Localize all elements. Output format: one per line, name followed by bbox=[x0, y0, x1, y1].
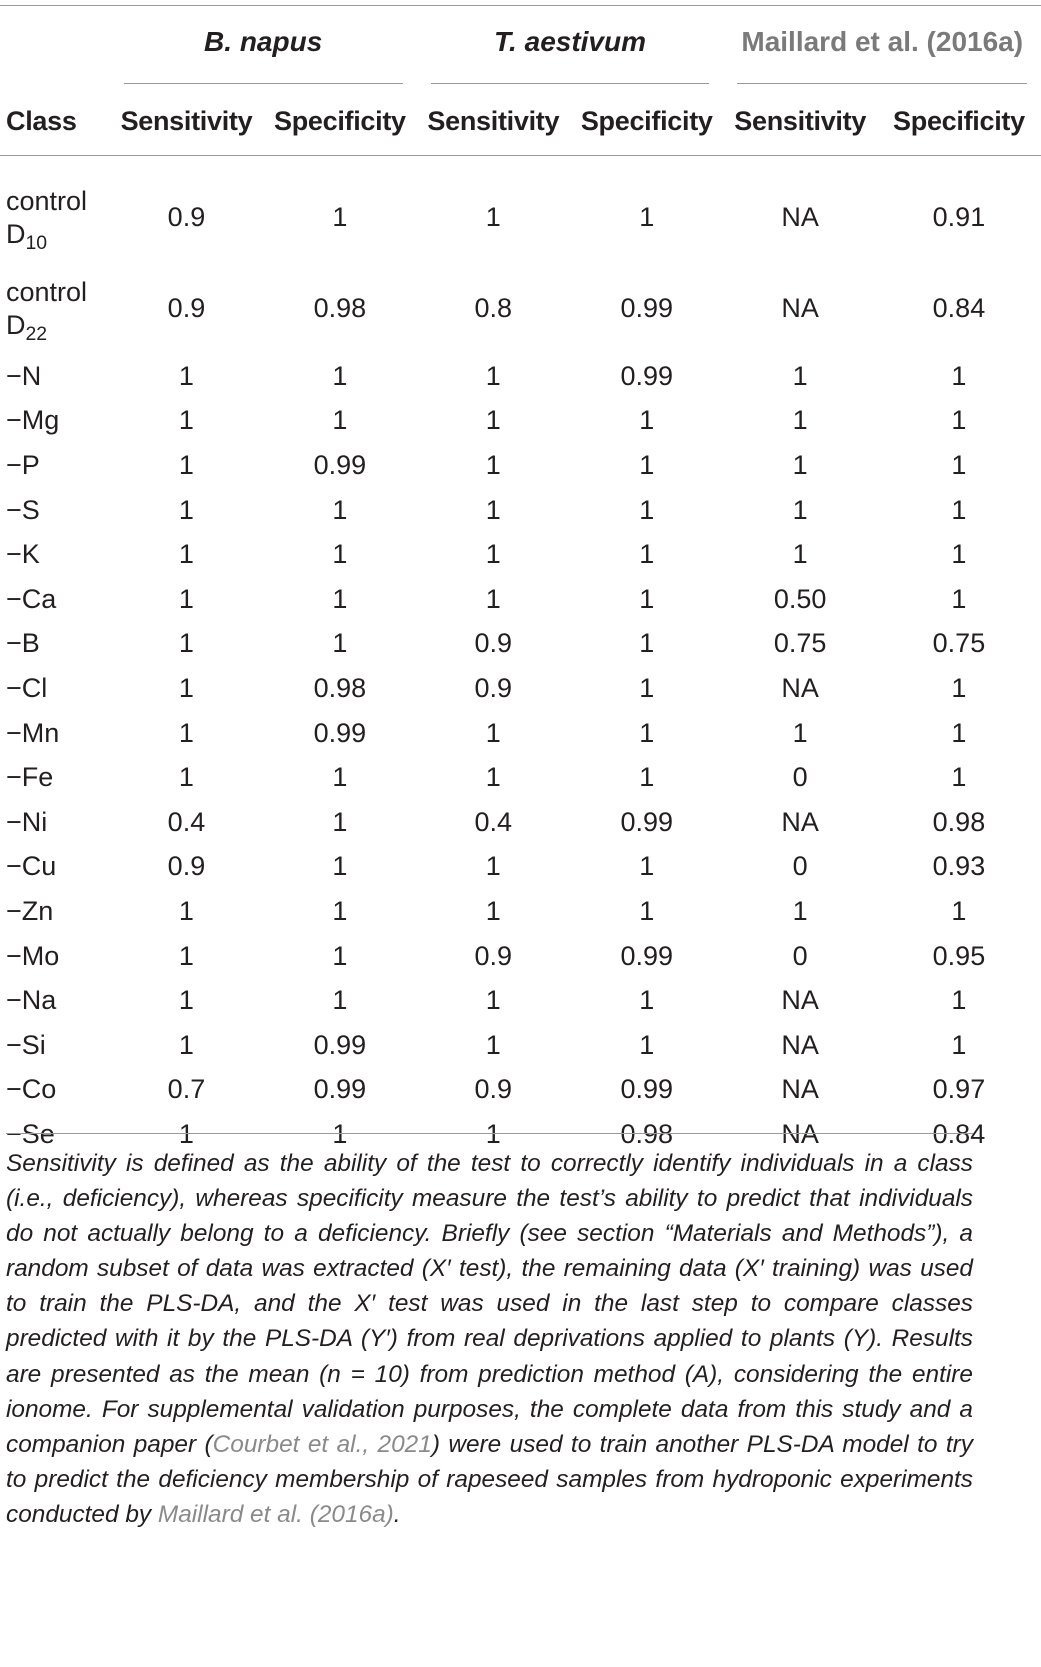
value-cell: NA bbox=[781, 985, 819, 1016]
row-class-label: control $D_{10}$ bbox=[6, 186, 88, 254]
table-row bbox=[0, 577, 1041, 622]
row-class-label: −Cu bbox=[6, 851, 57, 882]
value-cell: 1 bbox=[178, 985, 194, 1016]
table-row bbox=[0, 399, 1041, 444]
row-class-label: −N bbox=[6, 360, 42, 391]
value-cell: 0.9 bbox=[474, 672, 513, 703]
value-cell: 1 bbox=[332, 851, 348, 882]
value-cell: 0.9 bbox=[474, 940, 513, 971]
value-cell: 1 bbox=[639, 851, 655, 882]
row-class-label: −P bbox=[6, 449, 40, 480]
table-row bbox=[0, 354, 1041, 399]
citation-link[interactable]: Courbet et al., 2021 bbox=[212, 1430, 432, 1458]
value-cell: 1 bbox=[639, 583, 655, 614]
value-cell: 0.84 bbox=[932, 1118, 986, 1149]
row-class-label: −Ca bbox=[6, 583, 57, 614]
header-specificity: Specificity bbox=[877, 88, 1041, 156]
group-rule bbox=[737, 83, 1027, 84]
value-cell: NA bbox=[781, 1074, 819, 1105]
group-b-napus: B. napus bbox=[204, 26, 323, 57]
value-cell: 0.9 bbox=[474, 628, 513, 659]
value-cell: 0.98 bbox=[313, 293, 367, 323]
value-cell: 1 bbox=[485, 717, 501, 748]
value-cell: 1 bbox=[951, 449, 967, 480]
value-cell: 1 bbox=[639, 494, 655, 525]
table-row bbox=[0, 666, 1041, 711]
value-cell: 1 bbox=[178, 539, 194, 570]
value-cell: 1 bbox=[951, 539, 967, 570]
table-row bbox=[0, 889, 1041, 934]
value-cell: 1 bbox=[332, 940, 348, 971]
footnote-text: . bbox=[393, 1500, 401, 1528]
value-cell: 1 bbox=[485, 449, 501, 480]
value-cell: 0.97 bbox=[932, 1074, 986, 1105]
group-t-aestivum: T. aestivum bbox=[494, 26, 647, 57]
value-cell: 0.7 bbox=[167, 1074, 206, 1105]
value-cell: 0.98 bbox=[620, 1118, 674, 1149]
value-cell: 1 bbox=[485, 895, 501, 926]
table-row bbox=[0, 711, 1041, 756]
value-cell: 0.9 bbox=[167, 851, 206, 882]
group-rule bbox=[124, 83, 403, 84]
value-cell: NA bbox=[781, 806, 819, 837]
value-cell: 0.93 bbox=[932, 851, 986, 882]
value-cell: 1 bbox=[639, 449, 655, 480]
value-cell: 0 bbox=[792, 940, 808, 971]
value-cell: 1 bbox=[792, 494, 808, 525]
value-cell: 0.99 bbox=[620, 806, 674, 837]
value-cell: 1 bbox=[332, 405, 348, 436]
value-cell: 0.8 bbox=[474, 293, 513, 323]
value-cell: NA bbox=[781, 293, 819, 323]
value-cell: 1 bbox=[332, 539, 348, 570]
value-cell: 1 bbox=[485, 851, 501, 882]
value-cell: 1 bbox=[485, 539, 501, 570]
value-cell: 1 bbox=[485, 1029, 501, 1060]
value-cell: 1 bbox=[639, 762, 655, 793]
row-class-label: −Cl bbox=[6, 672, 48, 703]
footnote-text: Sensitivity is defined as the ability of the test to correctly identify individuals in a class (i.e., deficiency), whereas specificity measure the test’s ability to predict that individuals do not actually belong to a deficiency. Briefly (see section “Materials and Methods”), a random subset of data was extracted (X′ test), the remaining data (X′ training) was used to train the PLS-DA, and the X′ test was used in the last step to compare classes predicted with it by the PLS-DA (Y′) from real deprivations applied to plants (Y). Results are presented as the mean (n = 10) from prediction method (A), considering the entire ionome. For supplemental validation purposes, the complete data from this study and a companion paper ( bbox=[6, 1150, 973, 1458]
value-cell: 1 bbox=[178, 1118, 194, 1149]
value-cell: 1 bbox=[792, 360, 808, 391]
value-cell: 1 bbox=[951, 717, 967, 748]
value-cell: 0.99 bbox=[313, 1074, 367, 1105]
value-cell: 1 bbox=[332, 628, 348, 659]
value-cell: 1 bbox=[332, 895, 348, 926]
value-cell: 1 bbox=[485, 494, 501, 525]
value-cell: 1 bbox=[639, 405, 655, 436]
value-cell: 1 bbox=[485, 405, 501, 436]
value-cell: 1 bbox=[178, 717, 194, 748]
day-subscript: 10 bbox=[25, 231, 48, 254]
table-row bbox=[0, 263, 1041, 354]
table-row bbox=[0, 443, 1041, 488]
header-sensitivity: Sensitivity bbox=[110, 88, 263, 156]
row-class-label: −Mo bbox=[6, 940, 60, 971]
header-sensitivity: Sensitivity bbox=[417, 88, 570, 156]
value-cell: 1 bbox=[792, 405, 808, 436]
value-cell: 0.99 bbox=[620, 940, 674, 971]
value-cell: 1 bbox=[332, 583, 348, 614]
value-cell: 1 bbox=[951, 1029, 967, 1060]
value-cell: 1 bbox=[639, 717, 655, 748]
results-table bbox=[0, 6, 1041, 1157]
row-class-label: −Zn bbox=[6, 895, 54, 926]
value-cell: 1 bbox=[178, 762, 194, 793]
value-cell: 0 bbox=[792, 762, 808, 793]
value-cell: 1 bbox=[178, 628, 194, 659]
value-cell: 1 bbox=[332, 806, 348, 837]
value-cell: 0.99 bbox=[313, 1029, 367, 1060]
value-cell: 1 bbox=[639, 895, 655, 926]
empty-cell bbox=[0, 6, 110, 78]
table-footnote bbox=[6, 1133, 973, 1532]
value-cell: 1 bbox=[332, 360, 348, 391]
header-sensitivity: Sensitivity bbox=[723, 88, 876, 156]
row-class-label: −Mn bbox=[6, 717, 60, 748]
value-cell: 1 bbox=[951, 360, 967, 391]
row-class-label: −K bbox=[6, 539, 40, 570]
value-cell: 1 bbox=[639, 672, 655, 703]
row-class-label: −Si bbox=[6, 1029, 46, 1060]
value-cell: 0.9 bbox=[474, 1074, 513, 1105]
row-class-label: −B bbox=[6, 628, 40, 659]
value-cell: 1 bbox=[951, 985, 967, 1016]
header-specificity: Specificity bbox=[263, 88, 416, 156]
value-cell: 1 bbox=[951, 405, 967, 436]
value-cell: 1 bbox=[792, 539, 808, 570]
citation-link[interactable]: Maillard et al. (2016a) bbox=[157, 1500, 394, 1528]
group-maillard: Maillard et al. (2016a) bbox=[741, 26, 1024, 57]
value-cell: 1 bbox=[485, 1118, 501, 1149]
value-cell: 0.84 bbox=[932, 293, 986, 323]
column-header-row bbox=[0, 88, 1041, 156]
table-row bbox=[0, 532, 1041, 577]
row-class-label: −Co bbox=[6, 1074, 57, 1105]
value-cell: 0.99 bbox=[620, 1074, 674, 1105]
day-subscript: 22 bbox=[25, 322, 48, 345]
table-row bbox=[0, 622, 1041, 667]
value-cell: NA bbox=[781, 672, 819, 703]
row-class-label: −S bbox=[6, 494, 40, 525]
group-rule-row bbox=[0, 78, 1041, 88]
header-specificity: Specificity bbox=[570, 88, 723, 156]
value-cell: 0.9 bbox=[167, 202, 206, 232]
value-cell: 1 bbox=[639, 202, 655, 232]
value-cell: 1 bbox=[639, 539, 655, 570]
value-cell: 1 bbox=[178, 494, 194, 525]
value-cell: 1 bbox=[178, 895, 194, 926]
value-cell: 1 bbox=[951, 762, 967, 793]
value-cell: 1 bbox=[485, 360, 501, 391]
value-cell: 0.98 bbox=[313, 672, 367, 703]
table-row bbox=[0, 172, 1041, 263]
value-cell: 1 bbox=[178, 405, 194, 436]
value-cell: 1 bbox=[178, 449, 194, 480]
row-class-label: −Fe bbox=[6, 762, 54, 793]
row-class-label: −Se bbox=[6, 1118, 55, 1149]
value-cell: 1 bbox=[332, 494, 348, 525]
table-row bbox=[0, 978, 1041, 1023]
value-cell: 1 bbox=[485, 762, 501, 793]
value-cell: 0.99 bbox=[313, 717, 367, 748]
value-cell: 1 bbox=[792, 449, 808, 480]
table-row bbox=[0, 1023, 1041, 1068]
table-header bbox=[0, 6, 1041, 172]
value-cell: 1 bbox=[951, 494, 967, 525]
row-class-label: control $D_{22}$ bbox=[6, 277, 88, 345]
value-cell: 1 bbox=[639, 985, 655, 1016]
value-cell: 1 bbox=[639, 1029, 655, 1060]
value-cell: 1 bbox=[485, 583, 501, 614]
footnote-text: ) were used to train another PLS-DA model to try to predict the deficiency membership of rapeseed samples from hydroponic experiments conducted by bbox=[6, 1430, 973, 1528]
value-cell: 0.98 bbox=[932, 806, 986, 837]
row-class-label: −Ni bbox=[6, 806, 48, 837]
value-cell: 1 bbox=[951, 895, 967, 926]
value-cell: 0.4 bbox=[167, 806, 206, 837]
value-cell: 0.99 bbox=[620, 360, 674, 391]
value-cell: 0.9 bbox=[167, 293, 206, 323]
value-cell: 0.99 bbox=[313, 449, 367, 480]
table-row bbox=[0, 488, 1041, 533]
value-cell: 1 bbox=[178, 360, 194, 391]
value-cell: 1 bbox=[178, 672, 194, 703]
table-row bbox=[0, 1068, 1041, 1113]
value-cell: 0.95 bbox=[932, 940, 986, 971]
value-cell: 1 bbox=[792, 717, 808, 748]
header-class: Class bbox=[0, 88, 110, 156]
value-cell: 0.99 bbox=[620, 293, 674, 323]
row-class-label: −Mg bbox=[6, 405, 60, 436]
value-cell: NA bbox=[781, 1118, 819, 1149]
value-cell: 0.4 bbox=[474, 806, 513, 837]
table-body bbox=[0, 172, 1041, 1157]
value-cell: 1 bbox=[332, 202, 348, 232]
value-cell: 0.75 bbox=[932, 628, 986, 659]
value-cell: 1 bbox=[178, 1029, 194, 1060]
row-class-label: −Na bbox=[6, 985, 57, 1016]
value-cell: 1 bbox=[485, 202, 501, 232]
value-cell: NA bbox=[781, 202, 819, 232]
table-row bbox=[0, 845, 1041, 890]
value-cell: 0.75 bbox=[773, 628, 827, 659]
value-cell: 1 bbox=[951, 583, 967, 614]
value-cell: 1 bbox=[332, 1118, 348, 1149]
value-cell: 1 bbox=[178, 583, 194, 614]
value-cell: 1 bbox=[332, 985, 348, 1016]
value-cell: 0.50 bbox=[773, 583, 827, 614]
table-row bbox=[0, 934, 1041, 979]
value-cell: 1 bbox=[639, 628, 655, 659]
value-cell: 1 bbox=[178, 940, 194, 971]
value-cell: 1 bbox=[792, 895, 808, 926]
table-row bbox=[0, 800, 1041, 845]
value-cell: 0.91 bbox=[932, 202, 986, 232]
value-cell: 1 bbox=[332, 762, 348, 793]
value-cell: 0 bbox=[792, 851, 808, 882]
group-rule bbox=[431, 83, 710, 84]
group-header-row bbox=[0, 6, 1041, 78]
value-cell: 1 bbox=[485, 985, 501, 1016]
value-cell: 1 bbox=[951, 672, 967, 703]
table-row bbox=[0, 755, 1041, 800]
value-cell: NA bbox=[781, 1029, 819, 1060]
